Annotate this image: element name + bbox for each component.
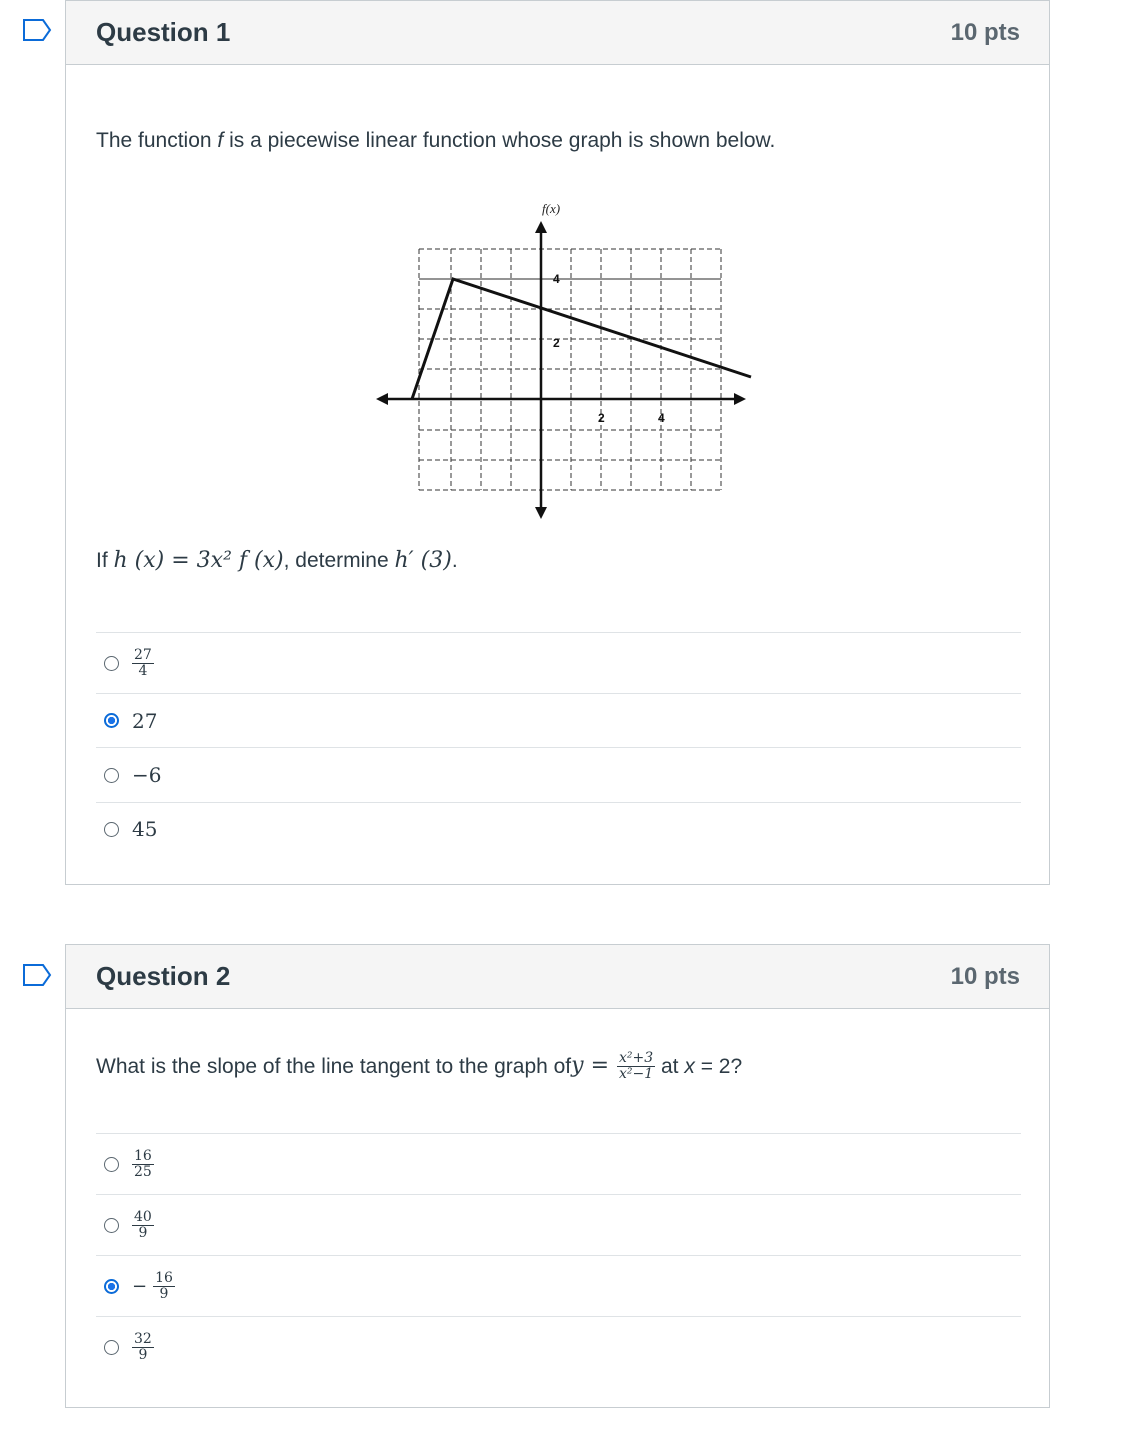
- question-2-header: [66, 945, 1049, 1009]
- question-2-points: 10 pts: [950, 962, 1020, 990]
- q1-answer-4[interactable]: 45: [96, 803, 1021, 855]
- q1-answer-1[interactable]: $\frac{27}{4}$: [96, 633, 1021, 694]
- piecewise-graph: [376, 199, 756, 519]
- q1-answer-2[interactable]: 27: [96, 694, 1021, 748]
- q2-answer-1[interactable]: $\frac{16}{25}$: [96, 1134, 1021, 1195]
- question-1-points: 10 pts: [950, 18, 1020, 46]
- q2-answer-2[interactable]: $\frac{40}{9}$: [96, 1195, 1021, 1256]
- q1-answer-3[interactable]: −6: [96, 748, 1021, 803]
- q1-answer-3-radio[interactable]: [104, 768, 119, 783]
- q2-answer-3[interactable]: − $\frac{16}{9}$: [96, 1256, 1021, 1317]
- question-2-prompt: What is the slope of the line tangent to the graph of y = $\frac{\text{x²+3}}{\text{x²−1}}$ at x = 2?: [96, 1050, 743, 1082]
- q2-answer-4[interactable]: $\frac{32}{9}$: [96, 1317, 1021, 1377]
- q1-answer-4-radio[interactable]: [104, 822, 119, 837]
- graph-axes: [382, 233, 740, 513]
- q1-answer-2-radio[interactable]: [104, 713, 119, 728]
- question-1-prompt: The function f is a piecewise linear function whose graph is shown below.: [96, 129, 776, 152]
- q1-answer-1-radio[interactable]: [104, 656, 119, 671]
- q2-fraction: $\frac{\text{x²+3}}{\text{x²−1}}$: [619, 1050, 654, 1082]
- question-1-answers: [96, 632, 1021, 855]
- y-tick-4: 4: [553, 272, 560, 286]
- question-1-header: [66, 1, 1049, 65]
- question-1-title: Question 1: [96, 17, 231, 47]
- graph-grid: [419, 249, 721, 490]
- x-tick-2: 2: [598, 411, 605, 425]
- question-1-subprompt: If h (x) = 3x² f (x), determine h′ (3).: [96, 548, 458, 573]
- flag-question-2-icon[interactable]: [22, 963, 52, 987]
- y-tick-2: 2: [553, 336, 560, 350]
- q2-answer-2-radio[interactable]: [104, 1218, 119, 1233]
- question-2-title: Question 2: [96, 961, 231, 991]
- q2-answer-1-radio[interactable]: [104, 1157, 119, 1172]
- q2-answer-4-radio[interactable]: [104, 1340, 119, 1355]
- x-tick-4: 4: [658, 411, 665, 425]
- question-2-card: [65, 944, 1050, 1408]
- y-axis-label: f(x): [542, 201, 561, 216]
- question-2-answers: [96, 1133, 1021, 1377]
- q2-answer-3-radio[interactable]: [104, 1279, 119, 1294]
- question-1-card: [65, 0, 1050, 885]
- flag-question-1-icon[interactable]: [22, 18, 52, 42]
